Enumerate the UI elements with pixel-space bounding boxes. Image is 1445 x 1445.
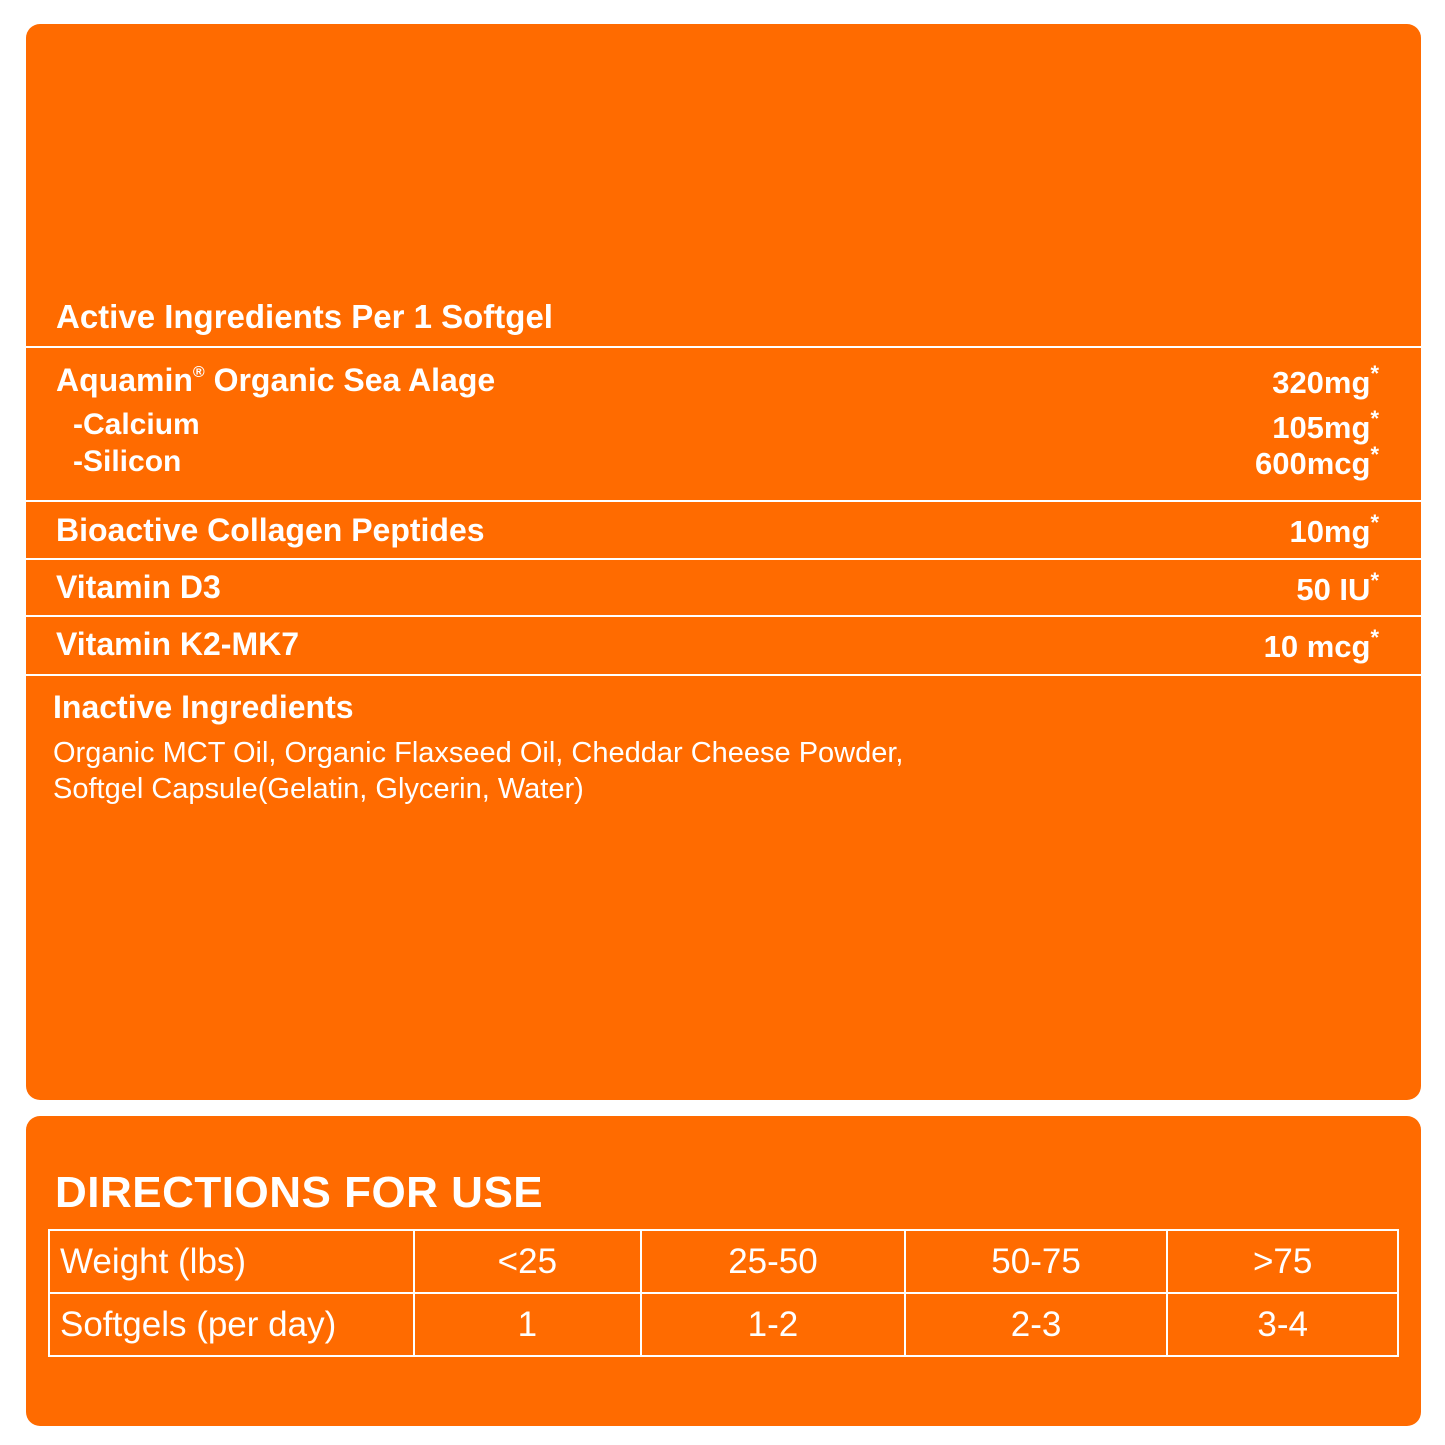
silicon-label: -Silicon: [73, 445, 182, 478]
silicon-amount: 600mcg: [1254, 446, 1371, 481]
table-row: [49, 1293, 1398, 1356]
table-cell: <25: [414, 1230, 642, 1293]
aquamin-name: Aquamin: [56, 362, 193, 398]
collagen-value: [1289, 510, 1379, 550]
silicon-value: [1254, 442, 1379, 482]
table-cell: 25-50: [641, 1230, 905, 1293]
vitamin-k2-label: Vitamin K2-MK7: [56, 626, 300, 662]
directions-title: DIRECTIONS FOR USE: [55, 1168, 544, 1217]
calcium-amount: 105mg: [1272, 410, 1371, 445]
asterisk: *: [1370, 625, 1379, 650]
inactive-ingredients-line-2: Softgel Capsule(Gelatin, Glycerin, Water): [53, 773, 584, 805]
table-cell: 3-4: [1167, 1293, 1398, 1356]
ingredients-panel: [26, 24, 1421, 1100]
vitamin-k2-amount: 10 mcg: [1263, 629, 1371, 664]
aquamin-amount: 320mg: [1272, 365, 1371, 400]
aquamin-name-rest: Organic Sea Alage: [204, 362, 496, 398]
divider: [26, 346, 1421, 348]
table-cell: 2-3: [905, 1293, 1168, 1356]
table-cell: >75: [1167, 1230, 1398, 1293]
aquamin-value: [1272, 361, 1379, 401]
aquamin-label: [56, 362, 495, 399]
table-cell: 1-2: [641, 1293, 905, 1356]
active-ingredients-heading: Active Ingredients Per 1 Softgel: [56, 298, 553, 335]
inactive-ingredients-title: Inactive Ingredients: [53, 689, 354, 725]
vitamin-d3-value: [1296, 568, 1379, 608]
asterisk: *: [1370, 510, 1379, 535]
asterisk: *: [1370, 406, 1379, 431]
softgels-header: Softgels (per day): [49, 1293, 414, 1356]
dosage-table: [48, 1229, 1399, 1357]
divider: [26, 674, 1421, 676]
vitamin-k2-value: [1263, 625, 1379, 665]
asterisk: *: [1370, 568, 1379, 593]
divider: [26, 615, 1421, 617]
divider: [26, 558, 1421, 560]
calcium-label: -Calcium: [73, 408, 200, 441]
vitamin-d3-label: Vitamin D3: [56, 569, 221, 605]
calcium-value: [1272, 406, 1379, 446]
collagen-label: Bioactive Collagen Peptides: [56, 512, 485, 548]
collagen-amount: 10mg: [1289, 514, 1371, 549]
table-cell: 50-75: [905, 1230, 1168, 1293]
asterisk: *: [1370, 442, 1379, 467]
registered-mark: ®: [192, 364, 205, 381]
asterisk: *: [1370, 361, 1379, 386]
directions-panel: [26, 1116, 1421, 1426]
table-cell: 1: [414, 1293, 642, 1356]
vitamin-d3-amount: 50 IU: [1296, 572, 1371, 607]
inactive-ingredients-line-1: Organic MCT Oil, Organic Flaxseed Oil, Cheddar Cheese Powder,: [53, 737, 904, 769]
divider: [26, 500, 1421, 502]
weight-header: Weight (lbs): [49, 1230, 414, 1293]
table-row: [49, 1230, 1398, 1293]
